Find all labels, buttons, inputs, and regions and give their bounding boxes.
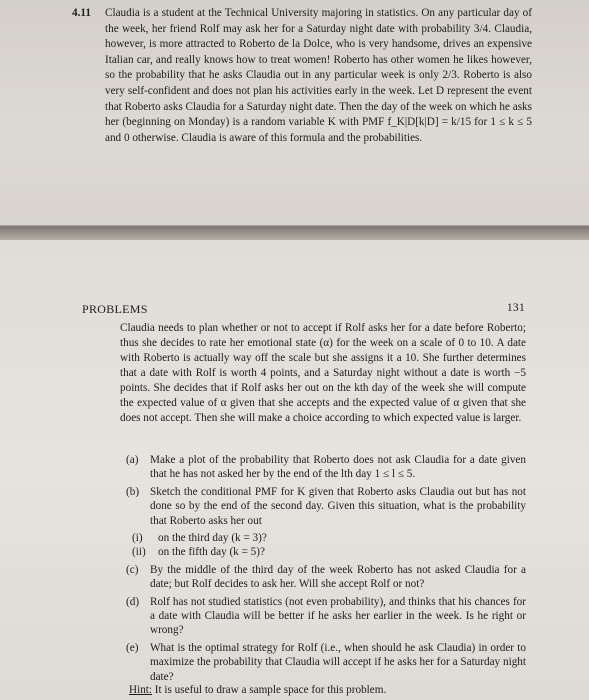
part-text: What is the optimal strategy for Rolf (i.e., when should he ask Claudia) in order to maximize the probability that Claudia will accept if he asks her for a Saturday night date?: [150, 641, 526, 683]
part-b: [126, 485, 526, 528]
subpart-text: on the fifth day (k = 5)?: [158, 546, 265, 559]
part-c: [126, 563, 526, 592]
part-label: (c): [126, 563, 139, 576]
part-b-ii: [132, 545, 526, 559]
part-label: (a): [126, 454, 139, 466]
subpart-label: (ii): [132, 546, 146, 559]
problem-4-11: [72, 6, 532, 146]
subpart-text: on the third day (k = 3)?: [158, 532, 267, 545]
part-label: (b): [126, 485, 140, 498]
hint-label: Hint:: [129, 684, 152, 696]
part-text: Sketch the conditional PMF for K given that Roberto asks Claudia out but has not done so by the end of the second day. Given this situation, what is the probability that Roberto asks her out: [150, 485, 526, 527]
part-text: Rolf has not studied statistics (not even probability), and thinks that his chances for a date with Claudia will be better if he asks her earlier in the week. Is he right or wrong?: [150, 595, 526, 637]
part-b-i: [132, 531, 526, 545]
part-text: By the middle of the third day of the week Roberto has not asked Claudia for a date; but Rolf decides to ask her. Will she accept Rolf or not?: [150, 563, 526, 591]
problem-intro: Claudia needs to plan whether or not to accept if Rolf asks her for a date before Roberto; thus she decides to rate her emotional state (α) for the week on a scale of 0 to 10. A date with Roberto is actually way off the scale but she assigns it a 10. She further determines that a date with Rolf is worth 4 points, and a Saturday night without a date is worth −5 points. She decides that if Rolf asks her out on the kth day of the week she will compute the expected value of α given that she accepts and the expected value of α given that she does not accept. Then she will make a choice according to which expected value is larger.: [120, 322, 526, 424]
part-d: [126, 595, 526, 638]
part-label: (d): [126, 595, 140, 608]
part-a: [126, 453, 526, 482]
problem-text: Claudia is a student at the Technical University majoring in statistics. On any particular day of the week, her friend Rolf may ask her for a Saturday night date with probability 3/4. Claudia, however, is more attracted to Roberto de la Dolce, who is very handsome, drives an expensive Italian car, and really knows how to treat women! Roberto has other women he likes however, so the probability that he asks Claudia out in any particular week is only 2/3. Roberto is also very self-confident and does not plan his activities early in the week. Let D represent the event that Roberto asks Claudia for a Saturday night date. Then the day of the week on which he asks her (beginning on Monday) is a random variable K with PMF f_K|D[k|D] = k/15 for 1 ≤ k ≤ 5 and 0 otherwise. Claudia is aware of this formula and the probabilities.: [105, 7, 532, 144]
part-e: [126, 641, 526, 684]
textbook-page-top: [0, 0, 589, 226]
section-title: PROBLEMS: [82, 302, 148, 316]
hint-text: It is useful to draw a sample space for this problem.: [154, 684, 387, 696]
page-number: 131: [506, 302, 525, 314]
page-header: [82, 302, 525, 317]
hint-line: [129, 684, 386, 696]
subpart-label: (i): [132, 532, 143, 545]
page-gap: [0, 226, 589, 240]
problem-parts: [126, 453, 526, 687]
part-label: (e): [126, 641, 139, 654]
problem-number: 4.11: [72, 7, 91, 19]
part-text: Make a plot of the probability that Roberto does not ask Claudia for a date given that he has not asked her by the end of the lth day 1 ≤ l ≤ 5.: [150, 454, 526, 481]
